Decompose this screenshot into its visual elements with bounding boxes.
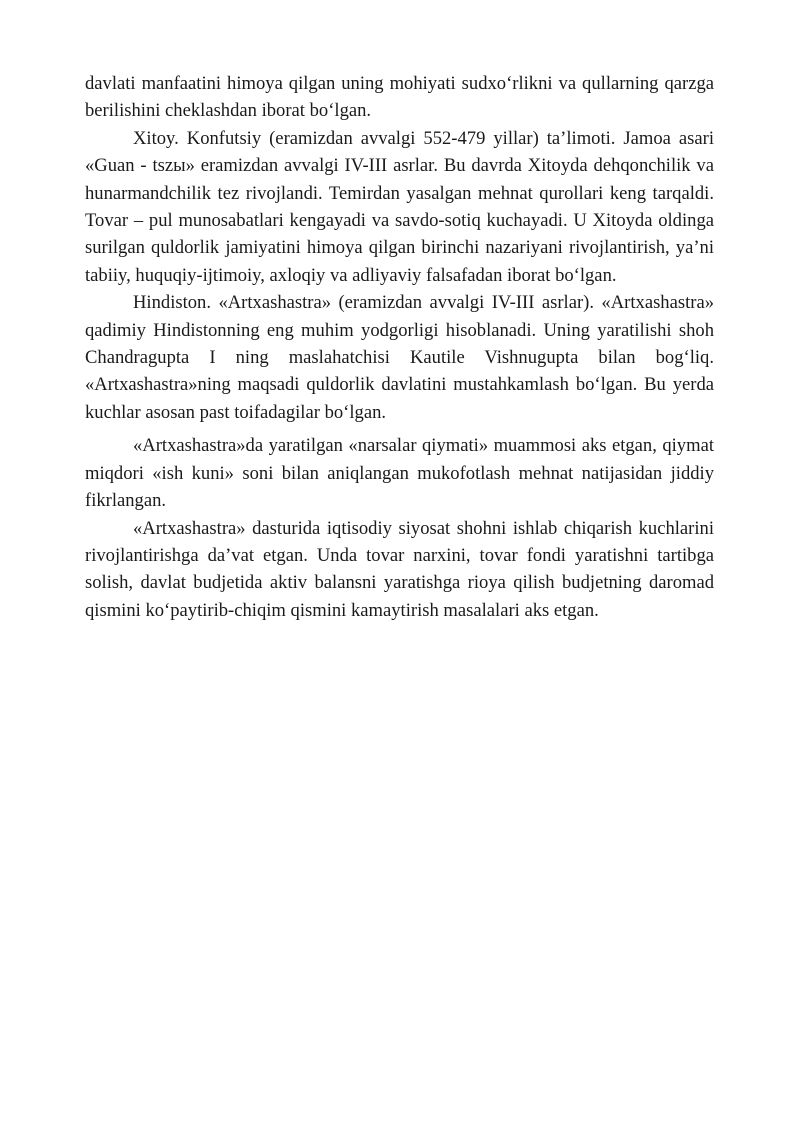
paragraph-xitoy: Xitoy. Konfutsiy (eramizdan avvalgi 552-479 yillar) ta’limoti. Jamoa asari «Guan - tszы» eramizdan avvalgi IV-III asrlar. Bu davrda Xitoyda dehqonchilik va hunarmandchilik tez rivojlandi. Temirdan yasalgan mehnat qurollari keng tarqaldi. Tovar – pul munosabatlari kengayadi va savdo-sotiq kuchayadi. U Xitoyda oldinga surilgan quldorlik jamiyatini himoya qilgan birinchi nazariyani rivojlantirish, ya’ni tabiiy, huquqiy-ijtimoiy, axloqiy va adliyaviy falsafadan iborat bo‘lgan. bbox=[85, 127, 714, 286]
paragraph-iqtisodiy-siyosat: «Artxashastra» dasturida iqtisodiy siyosat shohni ishlab chiqarish kuchlarini rivojlantirishga da’vat etgan. Unda tovar narxini, tovar fondi yaratishni tartibga solish, davlat budjetida aktiv balansni yaratishga rioya qilish budjetning daromad qismini ko‘paytirib-chiqim qismini kamaytirish masalalari aks etgan. bbox=[85, 517, 714, 621]
paragraph-continuation: davlati manfaatini himoya qilgan uning mohiyati sudxo‘rlikni va qullarning qarzga berilishini cheklashdan iborat bo‘lgan. bbox=[85, 73, 714, 122]
paragraph-narsalar-qiymati: «Artxashastra»da yaratilgan «narsalar qiymati» muammosi aks etgan, qiymat miqdori «ish kuni» soni bilan aniqlangan mukofotlash mehnat natijasidan jiddiy fikrlangan. bbox=[85, 435, 714, 512]
document-page bbox=[85, 70, 714, 624]
paragraph-hindiston: Hindiston. «Artxashastra» (eramizdan avvalgi IV-III asrlar). «Artxashastra» qadimiy Hindistonning eng muhim yodgorligi hisoblanadi. Uning yaratilishi shoh Chandragupta I ning maslahatchisi Kautile Vishnugupta bilan bog‘liq. «Artxashastra»ning maqsadi quldorlik davlatini mustahkamlash bo‘lgan. Bu yerda kuchlar asosan past toifadagilar bo‘lgan. bbox=[85, 292, 714, 423]
